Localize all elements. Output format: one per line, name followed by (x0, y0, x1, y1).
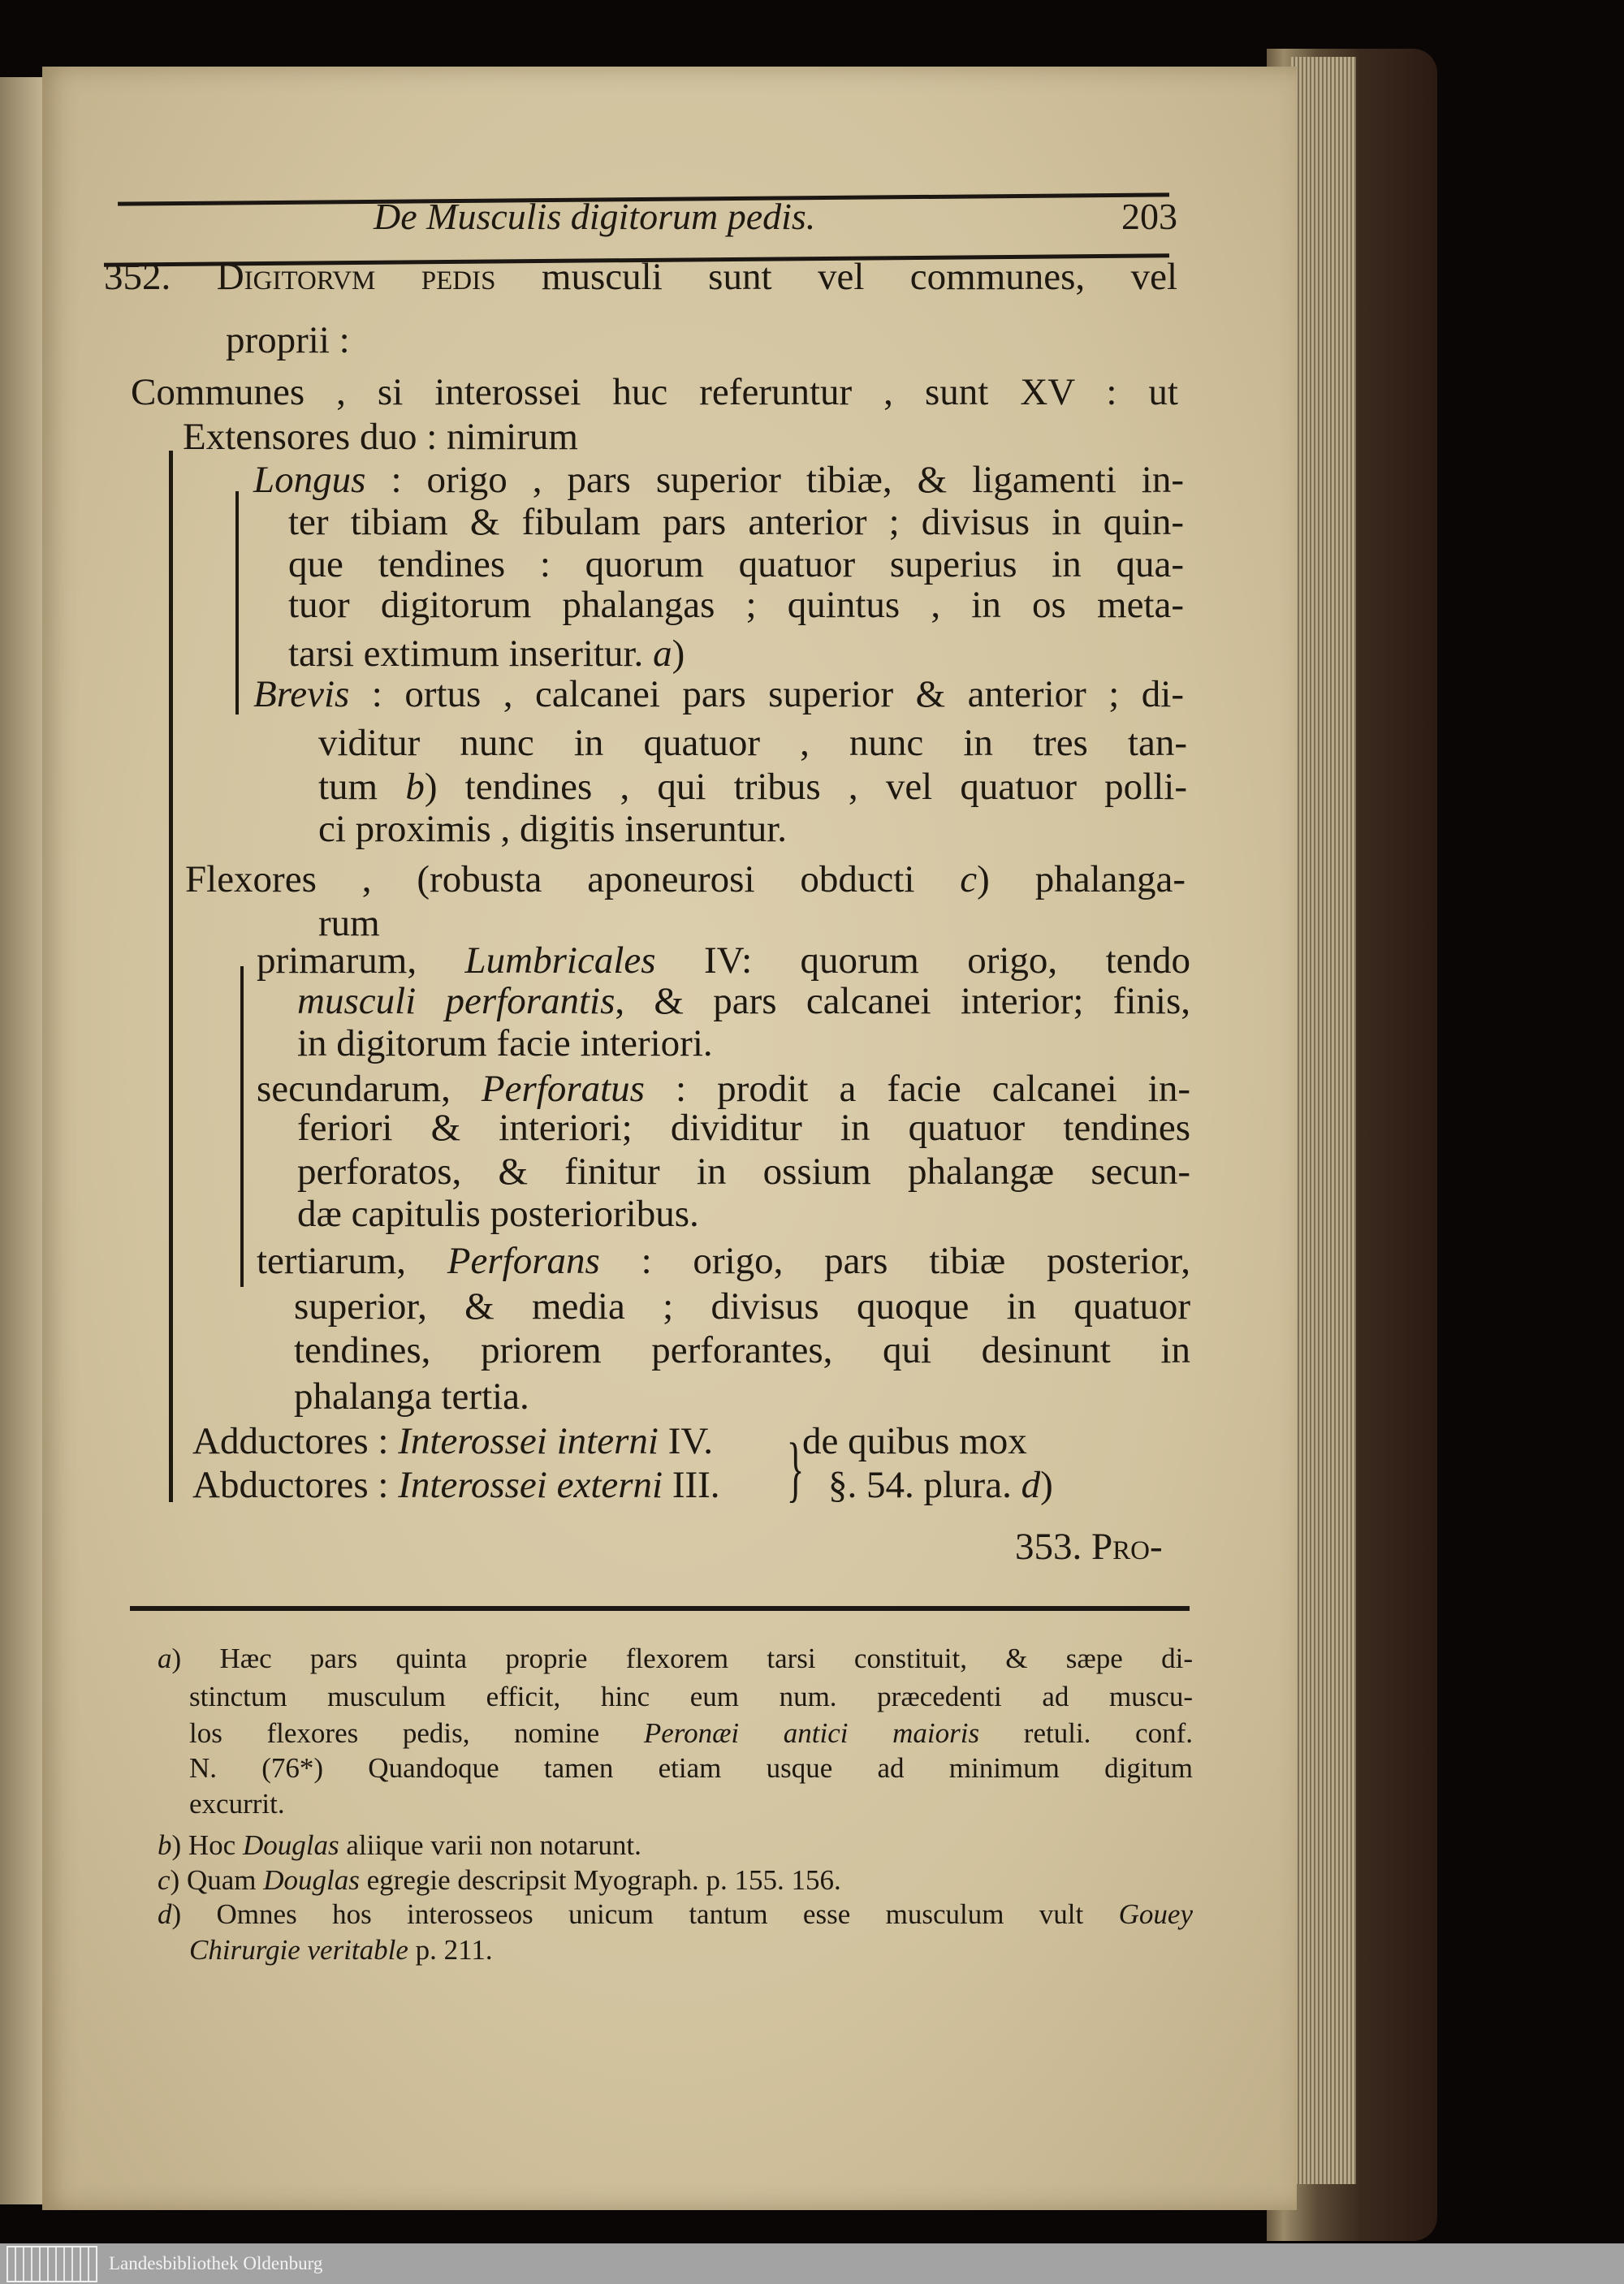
brace-interossei: } (786, 1429, 805, 1509)
footnote-line (158, 1900, 1193, 1928)
text-run: : origo , pars superior tibiæ, & ligamenti in- (365, 459, 1184, 501)
body-line (226, 319, 350, 361)
body-line (1015, 1528, 1163, 1566)
text-run: 352. (104, 256, 217, 298)
body-line (257, 1070, 1190, 1108)
text-run: retuli. conf. (979, 1717, 1193, 1749)
body-line (318, 810, 787, 848)
text-run: dæ capitulis posterioribus. (297, 1193, 699, 1235)
text-run: aliique varii non notarunt. (339, 1829, 641, 1861)
text-run: tuor digitorum phalangas ; quintus , in os meta- (288, 584, 1184, 626)
text-run: in digitorum facie interiori. (297, 1022, 713, 1064)
library-footer (0, 2243, 1624, 2284)
body-line (185, 858, 1186, 900)
text-run: ) Hæc pars quinta proprie flexorem tarsi constituit, & sæpe di- (171, 1643, 1193, 1674)
text-run: perforatos, & finitur in ossium phalangæ secun- (297, 1151, 1190, 1193)
body-line (294, 1375, 529, 1418)
text-run: rum (318, 902, 380, 944)
header-title: De Musculis digitorum pedis. (374, 196, 816, 237)
text-run: §. 54. plura. (828, 1464, 1021, 1506)
text-run: IV: quorum origo, tendo (655, 939, 1190, 982)
text-run: excurrit. (189, 1788, 285, 1820)
italic-text: d (1021, 1464, 1041, 1506)
text-run: ter tibiam & fibulam pars anterior ; divisus in quin- (288, 501, 1184, 543)
text-run: : prodit a facie calcanei in- (644, 1068, 1190, 1110)
italic-text: a (653, 633, 672, 675)
body-line (257, 939, 1190, 982)
body-line (253, 461, 1184, 499)
text-run: stinctum musculum efficit, hinc eum num. præcedenti ad muscu- (189, 1681, 1193, 1712)
body-line (253, 673, 1184, 715)
body-line (802, 1420, 1027, 1462)
text-run: ) Quam (170, 1864, 264, 1896)
text-run: ci proximis , digitis inseruntur. (318, 808, 788, 850)
page-edges (1291, 57, 1356, 2184)
italic-text: Douglas (242, 1829, 339, 1861)
footnote-line (158, 1831, 641, 1859)
text-run: de quibus mox (802, 1420, 1027, 1462)
body-line (318, 724, 1187, 762)
italic-text: Peronæi antici maioris (643, 1717, 980, 1749)
text-run: 353. (1015, 1526, 1091, 1568)
text-run: los flexores pedis, nomine (189, 1717, 644, 1749)
body-line (257, 1242, 1190, 1280)
text-run: ) Hoc (171, 1829, 243, 1861)
body-line (297, 982, 1190, 1021)
italic-text: Lumbricales (464, 939, 656, 982)
text-run: tum (318, 766, 406, 808)
text-run: tertiarum, (257, 1240, 447, 1282)
text-run: secundarum, (257, 1068, 482, 1110)
body-line (297, 1022, 713, 1064)
body-line (288, 586, 1184, 624)
text-run: ) tendines , qui tribus , vel quatuor polli- (424, 766, 1187, 808)
footnote-line (189, 1719, 1193, 1747)
italic-text: Douglas (263, 1864, 360, 1896)
footnote-line (189, 1682, 1193, 1711)
text-run: ) (1040, 1464, 1053, 1506)
body-line (183, 418, 578, 456)
text-run: ) phalanga- (977, 858, 1186, 900)
body-line (192, 1420, 713, 1462)
page-number: 203 (1121, 196, 1177, 237)
italic-text: Perforatus (481, 1068, 645, 1110)
italic-text: Brevis (253, 673, 350, 715)
text-run: proprii : (226, 319, 350, 361)
text-run: egregie descripsit Myograph. p. 155. 156. (359, 1864, 841, 1896)
italic-text: Chirurgie veritable (189, 1934, 408, 1966)
text-run: primarum, (257, 939, 465, 982)
body-line (318, 768, 1187, 806)
facing-page-edge (0, 77, 49, 2204)
text-run: : origo, pars tibiæ posterior, (599, 1240, 1190, 1282)
body-line (288, 635, 685, 673)
text-run: tendines, priorem perforantes, qui desinunt in (294, 1329, 1190, 1371)
body-line (297, 1109, 1190, 1147)
italic-text: Interossei externi (398, 1464, 663, 1506)
footnote-line (189, 1790, 285, 1818)
italic-text: Interossei interni (398, 1420, 659, 1462)
text-run: ) (672, 633, 685, 675)
footnote-line (158, 1644, 1193, 1673)
text-run: feriori & interiori; dividitur in quatuor tendines (297, 1107, 1190, 1149)
text-run: Communes , si interossei huc referuntur , sunt XV : ut (131, 371, 1178, 413)
body-line (131, 373, 1178, 412)
text-run: Adductores : (192, 1420, 399, 1462)
text-run: Digitorvm pedis (216, 256, 496, 298)
bracket-main (169, 451, 173, 1502)
footnote-rule (130, 1606, 1190, 1611)
body-line (294, 1285, 1190, 1328)
text-run: Abductores : (192, 1464, 399, 1506)
text-run: Extensores duo : nimirum (183, 416, 578, 458)
bracket-extensores (235, 491, 239, 715)
text-run: ) Omnes hos interosseos unicum tantum esse musculum vult (171, 1898, 1119, 1930)
text-run: IV. (658, 1420, 713, 1462)
text-run: musculi sunt vel communes, vel (495, 256, 1178, 298)
body-line (192, 1466, 720, 1505)
italic-text: b (158, 1829, 172, 1861)
body-line (288, 503, 1184, 542)
body-line (288, 543, 1184, 585)
italic-text: Gouey (1118, 1898, 1193, 1930)
footnote-line (189, 1754, 1193, 1782)
text-run: N. (76*) Quandoque tamen etiam usque ad minimum digitum (189, 1752, 1193, 1784)
text-run: que tendines : quorum quatuor superius in qua- (288, 543, 1184, 585)
italic-text: Longus (253, 459, 366, 501)
library-building-logo (6, 2246, 97, 2282)
text-run: p. 211. (408, 1934, 493, 1966)
italic-text: a (158, 1643, 172, 1674)
italic-text: d (158, 1898, 172, 1930)
italic-text: c (960, 858, 978, 900)
body-line (297, 1153, 1190, 1191)
italic-text: musculi perforantis (297, 980, 615, 1022)
italic-text: b (405, 766, 425, 808)
italic-text: Perforans (447, 1240, 600, 1282)
text-run: tarsi extimum inseritur. (288, 633, 654, 675)
text-run: viditur nunc in quatuor , nunc in tres tan- (318, 722, 1187, 764)
text-run: superior, & media ; divisus quoque in quatuor (294, 1285, 1190, 1328)
text-run: : ortus , calcanei pars superior & anterior ; di- (349, 673, 1184, 715)
text-run: , & pars calcanei interior; finis, (615, 980, 1190, 1022)
body-line (297, 1195, 699, 1233)
library-name: Landesbibliothek Oldenburg (109, 2253, 323, 2273)
italic-text: c (158, 1864, 171, 1896)
text-run: Pro- (1091, 1526, 1163, 1568)
bracket-flexores (240, 966, 244, 1287)
body-line (318, 902, 380, 944)
footnote-line (189, 1936, 493, 1964)
body-line (828, 1466, 1053, 1505)
text-run: III. (663, 1464, 720, 1506)
body-line (104, 258, 1177, 296)
footnote-line (158, 1866, 841, 1894)
body-line (294, 1329, 1190, 1371)
text-run: phalanga tertia. (294, 1375, 529, 1418)
text-run: Flexores , (robusta aponeurosi obducti (185, 858, 961, 900)
